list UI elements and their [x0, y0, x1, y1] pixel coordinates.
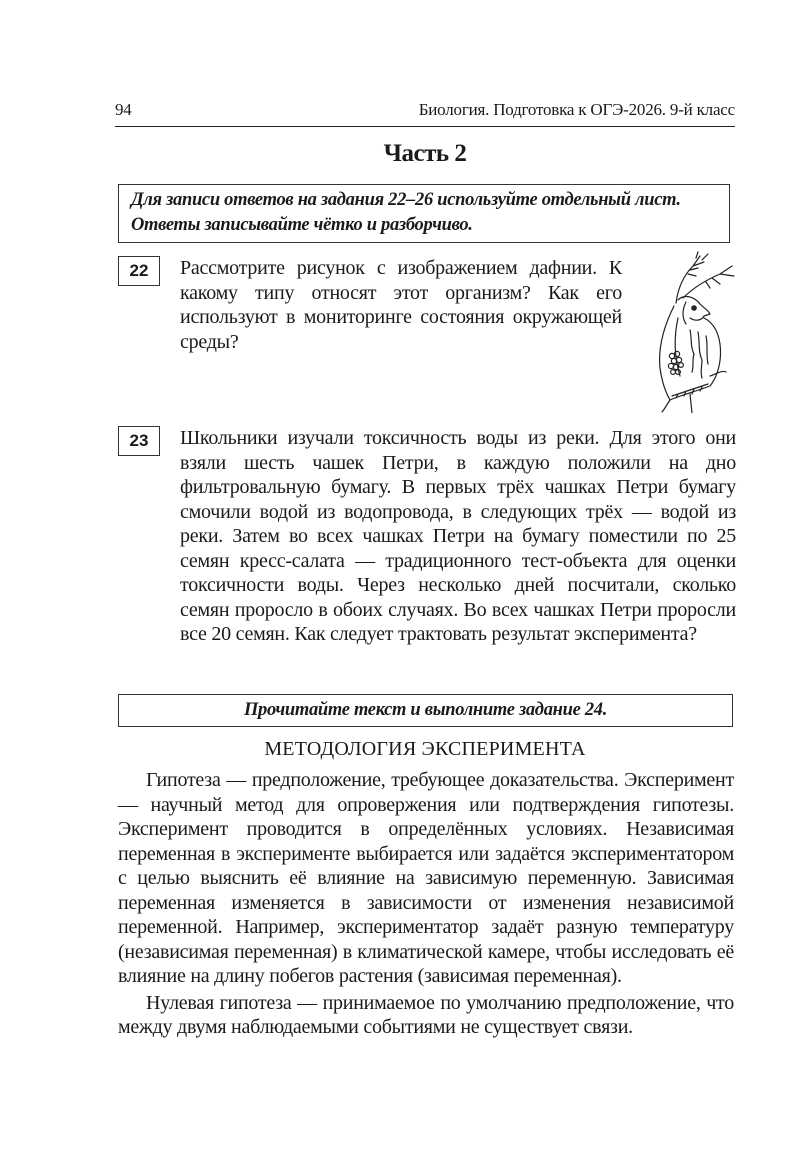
book-title: Биология. Подготовка к ОГЭ-2026. 9-й класс: [418, 100, 735, 119]
task-text: Рассмотрите рисунок с изображением дафнии. К какому типу относят этот организм? Как его используют в мониторинге состояния окружающей среды?: [180, 257, 622, 353]
instruction-line-2: Ответы записывайте чётко и разборчиво.: [131, 215, 473, 235]
running-header: [115, 100, 735, 127]
task-text: Школьники изучали токсичность воды из реки. Для этого они взяли шесть чашек Петри, в каждую положили на дно фильтровальную бумагу. В первых трёх чашках Петри бумагу смочили водой из водопровода, в следующих трёх — водой из реки. Затем во всех чашках Петри на бумагу поместили по 25 семян кресс-салата — традиционного тест-объекта для оценки токсичности воды. Через несколько дней посчитали, сколько семян проросло в обоих случаях. Во всех чашках Петри проросли все 20 семян. Как следует трактовать результат эксперимента?: [180, 427, 736, 645]
page-number: 94: [115, 100, 132, 119]
part-title: Часть 2: [383, 140, 467, 167]
read-instruction-box: Прочитайте текст и выполните задание 24.: [118, 694, 733, 727]
answer-instruction-box: [118, 184, 730, 243]
task-number: 23: [118, 426, 160, 456]
paragraph: Гипотеза — предположение, требующее доказательства. Эксперимент — научный метод для опровержения или подтверждения гипотезы. Эксперимент проводится в определённых условиях. Независимая переменная в эксперименте выбирается или задаётся экспериментатором с целью выяснить её влияние на зависимую переменную. Зависимая переменная изменяется в зависимости от изменения независимой переменной. Например, экспериментатор задаёт разную температуру (независимая переменная) в климатической камере, чтобы исследовать её влияние на длину побегов растения (зависимая переменная).: [118, 769, 734, 987]
instruction-line-1: Для записи ответов на задания 22–26 используйте отдельный лист.: [131, 190, 681, 210]
daphnia-illustration: [638, 248, 738, 413]
section-body: [118, 768, 734, 1040]
paragraph: Нулевая гипотеза — принимаемое по умолчанию предположение, что между двумя наблюдаемыми событиями не существует связи.: [118, 991, 734, 1038]
section-heading: МЕТОДОЛОГИЯ ЭКСПЕРИМЕНТА: [264, 738, 586, 760]
task-number: 22: [118, 256, 160, 286]
